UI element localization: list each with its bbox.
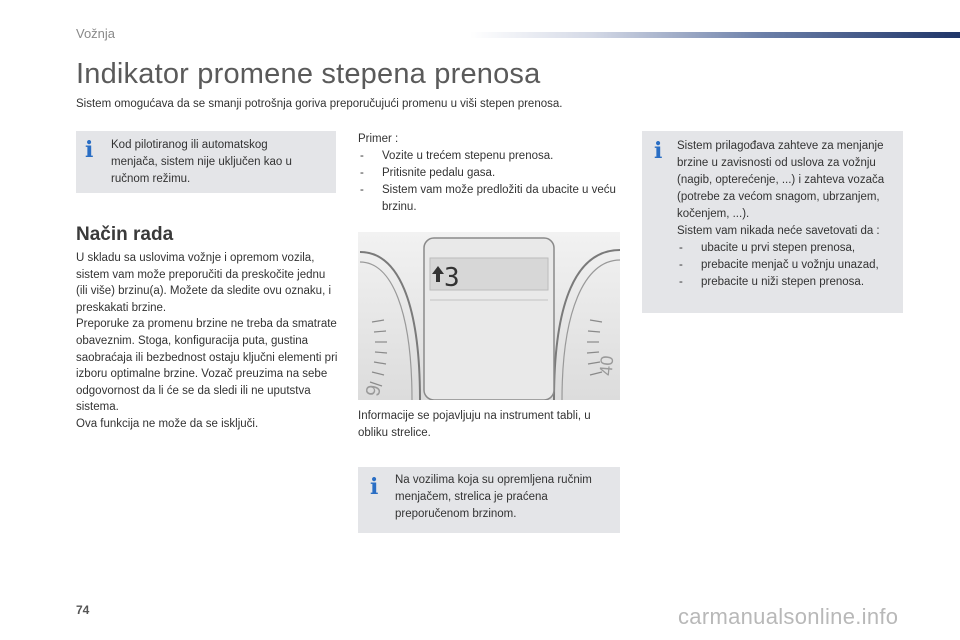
watermark: carmanualsonline.info <box>678 604 899 629</box>
info-icon: i <box>370 474 379 500</box>
info-icon: i <box>654 138 663 164</box>
mode-paragraph-3: Ova funkcija ne može da se isključi. <box>76 417 259 430</box>
right-dial-number: 40 <box>595 354 618 377</box>
list-item: - ubacite u prvi stepen prenosa, <box>677 240 899 257</box>
advice-list <box>677 240 899 291</box>
info-box-pilot-text: Kod pilotiranog ili automatskog menjača, sistem nije uključen kao u ručnom režimu. <box>111 139 292 185</box>
info-box-adapt <box>642 131 903 313</box>
info-box-adapt-text-2: Sistem vam nikada neće savetovati da : <box>677 225 880 237</box>
page-number: 74 <box>76 603 90 617</box>
info-box-adapt-content <box>677 138 899 291</box>
list-item: - Vozite u trećem stepenu prenosa. <box>358 148 618 165</box>
mode-body <box>76 250 338 433</box>
gear-indicator: 3 <box>444 263 460 293</box>
left-dial-number: 9 <box>362 383 386 399</box>
intro-text: Sistem omogućava da se smanji potrošnja goriva preporučujući promenu u viši stepen prenosa. <box>76 98 563 110</box>
section-label: Vožnja <box>76 26 116 41</box>
mode-paragraph-2: Preporuke za promenu brzine ne treba da smatrate obaveznim. Stoga, konfiguracija puta, gustina saobraćaja ili bezbednost ostaju ključni elementi pri izboru optimalne brzine. Vozač preuzima na sebe odgovornost da li će se da sledi ili ne uputstva sistema. <box>76 318 338 414</box>
info-box-adapt-text-1: Sistem prilagođava zahteve za menjanje brzine u zavisnosti od uslova za vožnju (nagib, opterećenje, ...) i zahteva vozača (potrebe za većom snagom, ubrzanjem, kočenjem, ...). <box>677 140 885 220</box>
example-block <box>358 131 618 216</box>
example-label: Primer : <box>358 133 399 145</box>
info-icon: i <box>85 137 94 163</box>
list-item: - Sistem vam može predložiti da ubacite u veću brzinu. <box>358 182 618 216</box>
mode-paragraph-1: U skladu sa uslovima vožnje i opremom vozila, sistem vam može preporučiti da preskočite jednu (ili više) brzinu(a). Možete da sledite ovu oznaku, i preskakati brzine. <box>76 252 332 314</box>
example-list <box>358 148 618 216</box>
list-item: - prebacite menjač u vožnju unazad, <box>677 257 899 274</box>
info-box-pilot <box>76 131 336 193</box>
info-box-manual <box>358 467 620 533</box>
page-title: Indikator promene stepena prenosa <box>76 58 541 90</box>
section-heading: Način rada <box>76 224 174 245</box>
cluster-caption: Informacije se pojavljuju na instrument tabli, u obliku strelice. <box>358 410 591 439</box>
list-item: - prebacite u niži stepen prenosa. <box>677 274 899 291</box>
list-item: - Pritisnite pedalu gasa. <box>358 165 618 182</box>
instrument-cluster-illustration <box>358 232 620 400</box>
header-bar <box>470 32 960 38</box>
info-box-manual-text: Na vozilima koja su opremljena ručnim menjačem, strelica je praćena preporučenom brzinom. <box>395 474 592 520</box>
